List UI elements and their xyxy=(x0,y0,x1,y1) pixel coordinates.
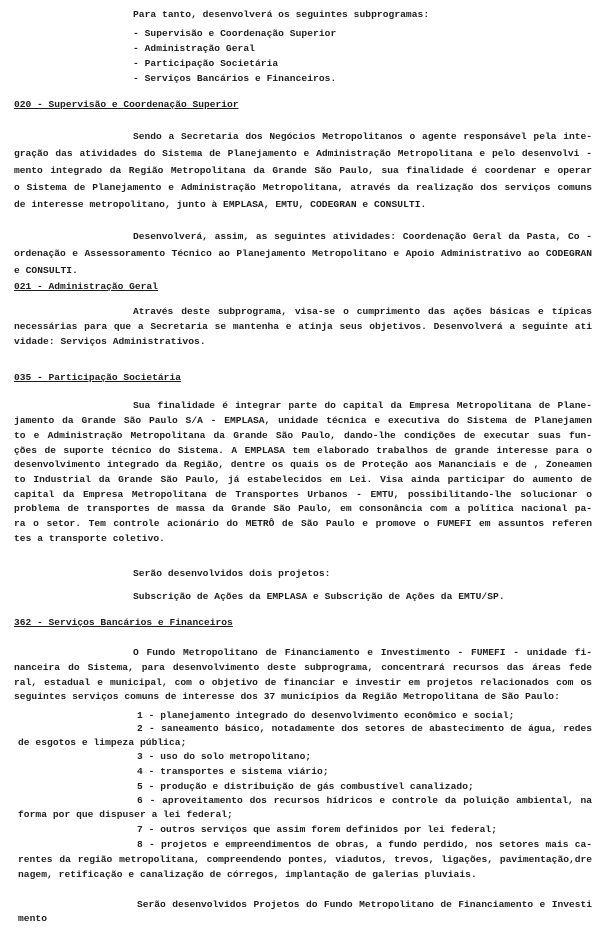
paragraph-line: ções de suporte técnico do Sistema. A EMPLASA tem elaborado trabalhos de grande interesse para o xyxy=(14,445,592,456)
closing-line: mento xyxy=(18,913,48,924)
section-heading-020: 020 - Supervisão e Coordenação Superior xyxy=(14,99,239,110)
service-item: 8 - projetos e empreendimentos de obras, a fundo perdido, nos setores mais ca- xyxy=(137,839,592,850)
service-item: 6 - aproveitamento dos recursos hídricos e controle da poluição ambiental, na xyxy=(137,795,592,806)
subprogram-item: - Participação Societária xyxy=(133,58,279,69)
paragraph-line: ordenação e Assessoramento Técnico ao Planejamento Metropolitano e Apoio Administrativo ao CODEGRAN xyxy=(14,248,592,259)
subprogram-item: - Serviços Bancários e Financeiros. xyxy=(133,73,337,84)
service-item: 3 - uso do solo metropolitano; xyxy=(137,751,312,762)
paragraph-line: e CONSULTI. xyxy=(14,265,78,276)
service-item: 5 - produção e distribuição de gás combustível canalizado; xyxy=(137,781,474,792)
paragraph-line: o Sistema de Planejamento e Administração Metropolitana, através da realização dos serviços comuns xyxy=(14,182,592,193)
section-heading-035: 035 - Participação Societária xyxy=(14,372,181,383)
projects-intro: Serão desenvolvidos dois projetos: xyxy=(133,568,331,579)
paragraph-line: necessárias para que a Secretaria se mantenha e atinja seus objetivos. Desenvolverá a seguinte ati xyxy=(14,321,592,332)
paragraph-line: seguintes serviços comuns de interesse dos 37 municípios da Região Metropolitana de São Paulo: xyxy=(14,691,560,702)
paragraph-line: gração das atividades do Sistema de Planejamento e Administração Metropolitana e pelo desenvolvi - xyxy=(14,148,592,159)
paragraph-line: vidade: Serviços Administrativos. xyxy=(14,336,206,347)
paragraph-line: Através deste subprograma, visa-se o cumprimento das ações básicas e típicas xyxy=(133,306,592,317)
service-item-continuation: rentes da região metropolitana, compreendendo pontes, viadutos, trevos, ligações, pavimentação,dre xyxy=(18,854,592,865)
intro-lead: Para tanto, desenvolverá os seguintes subprogramas: xyxy=(133,9,430,20)
section-heading-362: 362 - Serviços Bancários e Financeiros xyxy=(14,617,233,628)
paragraph-line: ra o setor. Tem controle acionário do METRÔ de São Paulo e promove o FUMEFI em assuntos referen xyxy=(14,518,592,529)
service-item-continuation: forma por que dispuser a lei federal; xyxy=(18,809,233,820)
paragraph-line: desenvolvimento integrado da Região, dentre os quais os de Proteção aos Mananciais e de , Zoneamen xyxy=(14,459,592,470)
paragraph-line: tes a transporte coletivo. xyxy=(14,533,165,544)
paragraph-line: problema de transportes de massa da Grande São Paulo, em consonância com a política nacional pa- xyxy=(14,503,592,514)
paragraph-line: Sua finalidade é integrar parte do capital da Empresa Metropolitana de Plane- xyxy=(133,400,592,411)
paragraph-line: ral, estadual e municipal, com o objetivo de financiar e investir em projetos relacionados com os xyxy=(14,677,592,688)
paragraph-line: mento integrado da Região Metropolitana da Grande São Paulo, sua finalidade é coordenar e operar xyxy=(14,165,592,176)
paragraph-line: jamento da Grande São Paulo S/A - EMPLASA, unidade técnica e executiva do Sistema de Planejamen xyxy=(14,415,592,426)
paragraph-line: nanceira do Sistema, para desenvolvimento deste subprograma, concentrará recursos das áreas fede xyxy=(14,662,592,673)
paragraph-line: Sendo a Secretaria dos Negócios Metropolitanos o agente responsável pela inte- xyxy=(133,131,592,142)
paragraph-line: O Fundo Metropolitano de Financiamento e Investimento - FUMEFI - unidade fi- xyxy=(133,647,592,658)
section-heading-021: 021 - Administração Geral xyxy=(14,281,158,292)
service-item-continuation: nagem, retificação e canalização de córregos, implantação de galerias pluviais. xyxy=(18,869,477,880)
paragraph-line: Desenvolverá, assim, as seguintes atividades: Coordenação Geral da Pasta, Co - xyxy=(133,231,592,242)
subprogram-item: - Administração Geral xyxy=(133,43,255,54)
subprogram-item: - Supervisão e Coordenação Superior xyxy=(133,28,337,39)
service-item-continuation: de esgotos e limpeza pública; xyxy=(18,737,187,748)
service-item: 7 - outros serviços que assim forem definidos por lei federal; xyxy=(137,824,498,835)
projects-list: Subscrição de Ações da EMPLASA e Subscrição de Ações da EMTU/SP. xyxy=(133,591,505,602)
service-item: 1 - planejamento integrado do desenvolvimento econômico e social; xyxy=(137,710,515,721)
closing-line: Serão desenvolvidos Projetos do Fundo Metropolitano de Financiamento e Investi xyxy=(137,899,592,910)
paragraph-line: capital da Empresa Metropolitana de Transportes Urbanos - EMTU, possibilitando-lhe solucionar o xyxy=(14,489,592,500)
paragraph-line: de interesse metropolitano, junto à EMPLASA, EMTU, CODEGRAN e CONSULTI. xyxy=(14,199,427,210)
service-item: 4 - transportes e sistema viário; xyxy=(137,766,329,777)
paragraph-line: to Industrial da Grande São Paulo, já estabelecidos em Lei. Visa ainda participar do aumento de xyxy=(14,474,592,485)
paragraph-line: to e Administração Metropolitana da Grande São Paulo, dando-lhe condições de executar suas fun- xyxy=(14,430,592,441)
service-item: 2 - saneamento básico, notadamente dos setores de abastecimento de água, redes xyxy=(137,723,592,734)
